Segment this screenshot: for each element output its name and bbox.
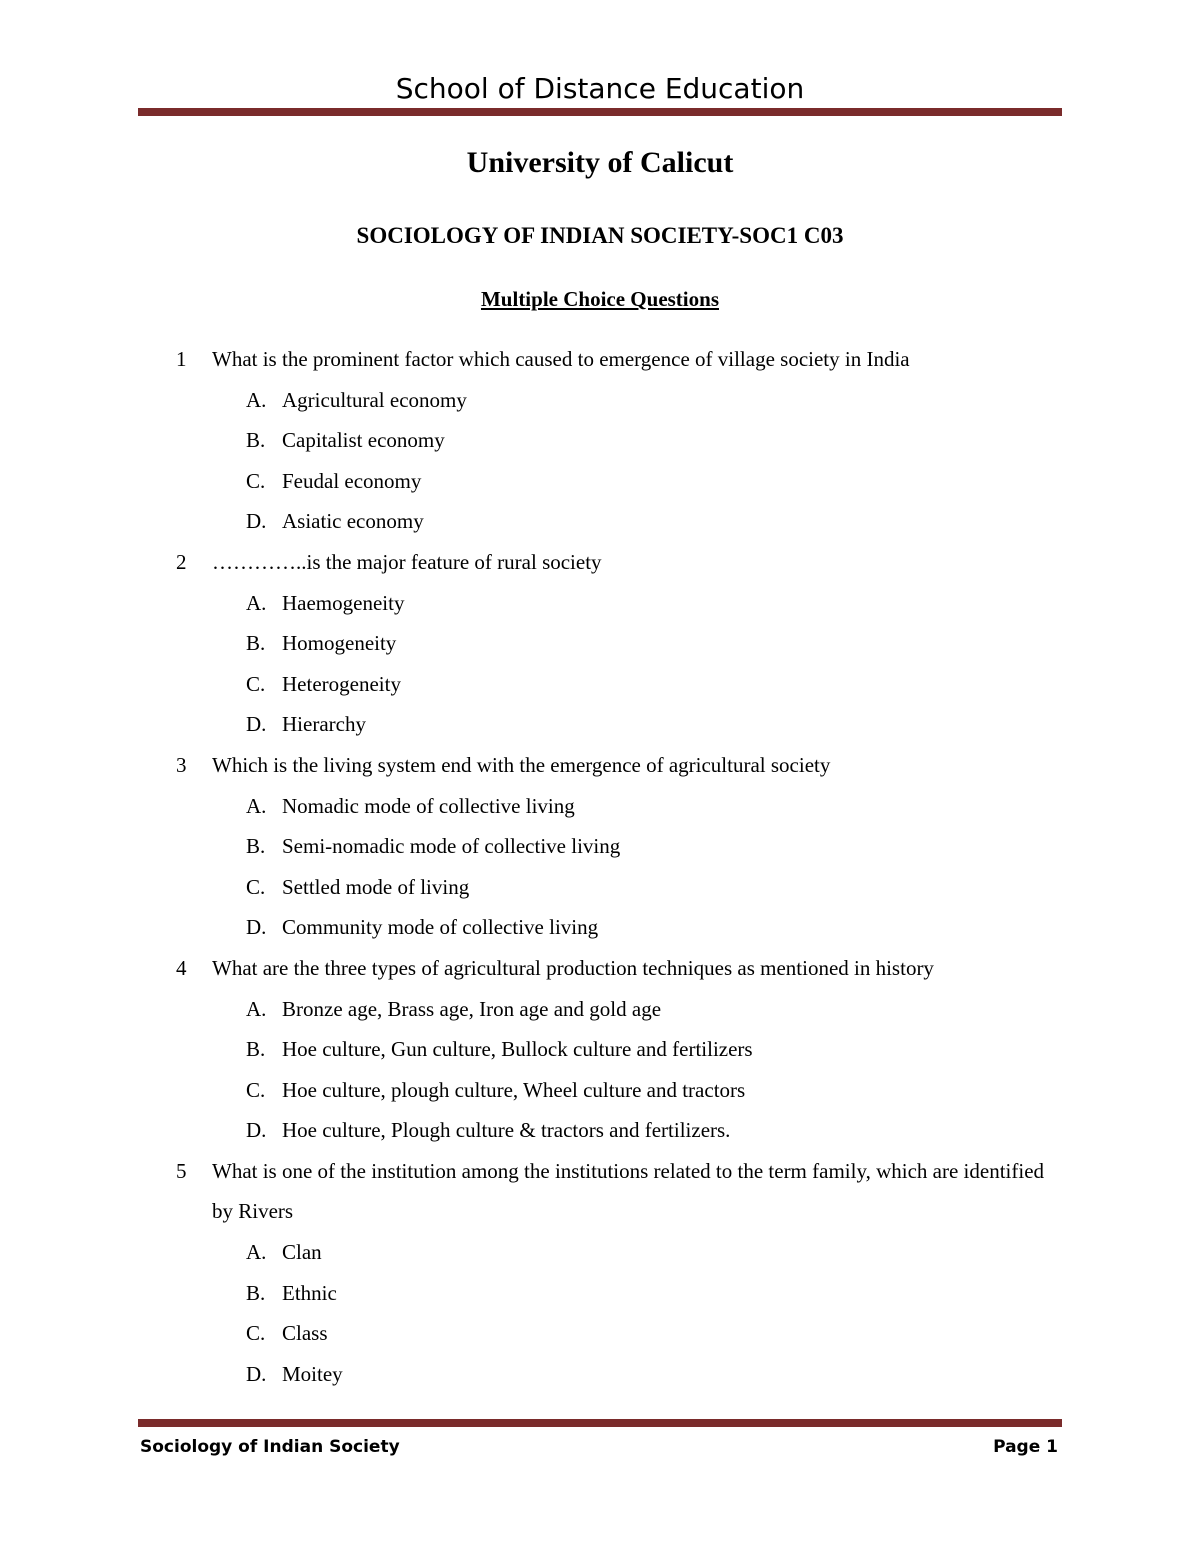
header-title: School of Distance Education [395,72,805,105]
university-title: University of Calicut [466,146,734,179]
question-number: 2 [176,549,187,574]
option-row [0,1070,1200,1111]
section-heading: Multiple Choice Questions [480,287,719,311]
question-row [0,1151,1200,1232]
question-text: …………..is the major feature of rural society [212,549,602,574]
option-letter: D. [246,1361,267,1386]
option-letter: D. [246,712,267,737]
option-row [0,501,1200,542]
option-text: Moitey [282,1361,343,1386]
footer-title: Sociology of Indian Society [140,1437,400,1457]
option-letter: C. [246,468,266,493]
option-text: Asiatic economy [282,509,424,534]
option-letter: C. [246,1321,266,1346]
option-letter: B. [246,1280,266,1305]
option-row [0,461,1200,502]
footer-rule [138,1419,1062,1427]
option-row [0,583,1200,624]
option-row [0,1029,1200,1070]
page-number: Page 1 [993,1437,1058,1457]
option-row [0,1232,1200,1273]
question-text: Which is the living system end with the emergence of agricultural society [212,752,831,777]
option-text: Hierarchy [282,712,366,737]
option-text: Semi-nomadic mode of collective living [282,834,621,859]
option-letter: A. [246,793,267,818]
option-row [0,1110,1200,1151]
option-row [0,867,1200,908]
question-list [0,339,1200,1394]
question-text: What are the three types of agricultural production techniques as mentioned in history [212,955,934,980]
option-letter: B. [246,428,266,453]
option-text: Hoe culture, Plough culture & tractors and fertilizers. [282,1118,731,1143]
question-number: 1 [176,347,187,371]
option-text: Nomadic mode of collective living [282,793,575,818]
option-text: Haemogeneity [282,590,405,615]
header-rule [138,108,1062,116]
option-text: Settled mode of living [282,874,470,899]
option-row [0,989,1200,1030]
option-row [0,664,1200,705]
question-row [0,339,1200,380]
option-row [0,1313,1200,1354]
option-text: Bronze age, Brass age, Iron age and gold age [282,996,662,1021]
question-row [0,745,1200,786]
option-row [0,1273,1200,1314]
question-number: 5 [176,1158,187,1183]
option-text: Ethnic [282,1280,337,1305]
option-text: Hoe culture, plough culture, Wheel culture and tractors [282,1077,746,1102]
question-number: 3 [176,752,187,777]
option-row [0,420,1200,461]
option-letter: B. [246,631,266,656]
question-text: What is the prominent factor which caused to emergence of village society in India [212,347,910,371]
option-text: Hoe culture, Gun culture, Bullock culture and fertilizers [282,1037,753,1062]
option-row [0,826,1200,867]
option-letter: B. [246,834,266,859]
option-letter: A. [246,387,267,412]
option-row [0,907,1200,948]
question-text: What is one of the institution among the institutions related to the term family, which are identified by Rivers [212,1158,1045,1224]
option-row [0,623,1200,664]
option-letter: A. [246,590,267,615]
course-title: SOCIOLOGY OF INDIAN SOCIETY-SOC1 C03 [356,223,844,248]
option-row [0,1354,1200,1395]
option-letter: A. [246,996,267,1021]
option-text: Feudal economy [282,468,422,493]
option-text: Homogeneity [282,631,397,656]
option-row [0,380,1200,421]
option-letter: C. [246,671,266,696]
option-text: Capitalist economy [282,428,445,453]
option-text: Class [282,1321,328,1346]
option-letter: B. [246,1037,266,1062]
option-letter: D. [246,915,267,940]
option-letter: C. [246,1077,266,1102]
option-letter: A. [246,1240,267,1265]
question-number: 4 [176,955,187,980]
option-text: Heterogeneity [282,671,401,696]
option-text: Agricultural economy [282,387,467,412]
option-text: Community mode of collective living [282,915,599,940]
question-row [0,948,1200,989]
option-row [0,786,1200,827]
option-row [0,704,1200,745]
option-letter: D. [246,509,267,534]
option-letter: C. [246,874,266,899]
option-text: Clan [282,1240,322,1265]
question-row [0,542,1200,583]
option-letter: D. [246,1118,267,1143]
